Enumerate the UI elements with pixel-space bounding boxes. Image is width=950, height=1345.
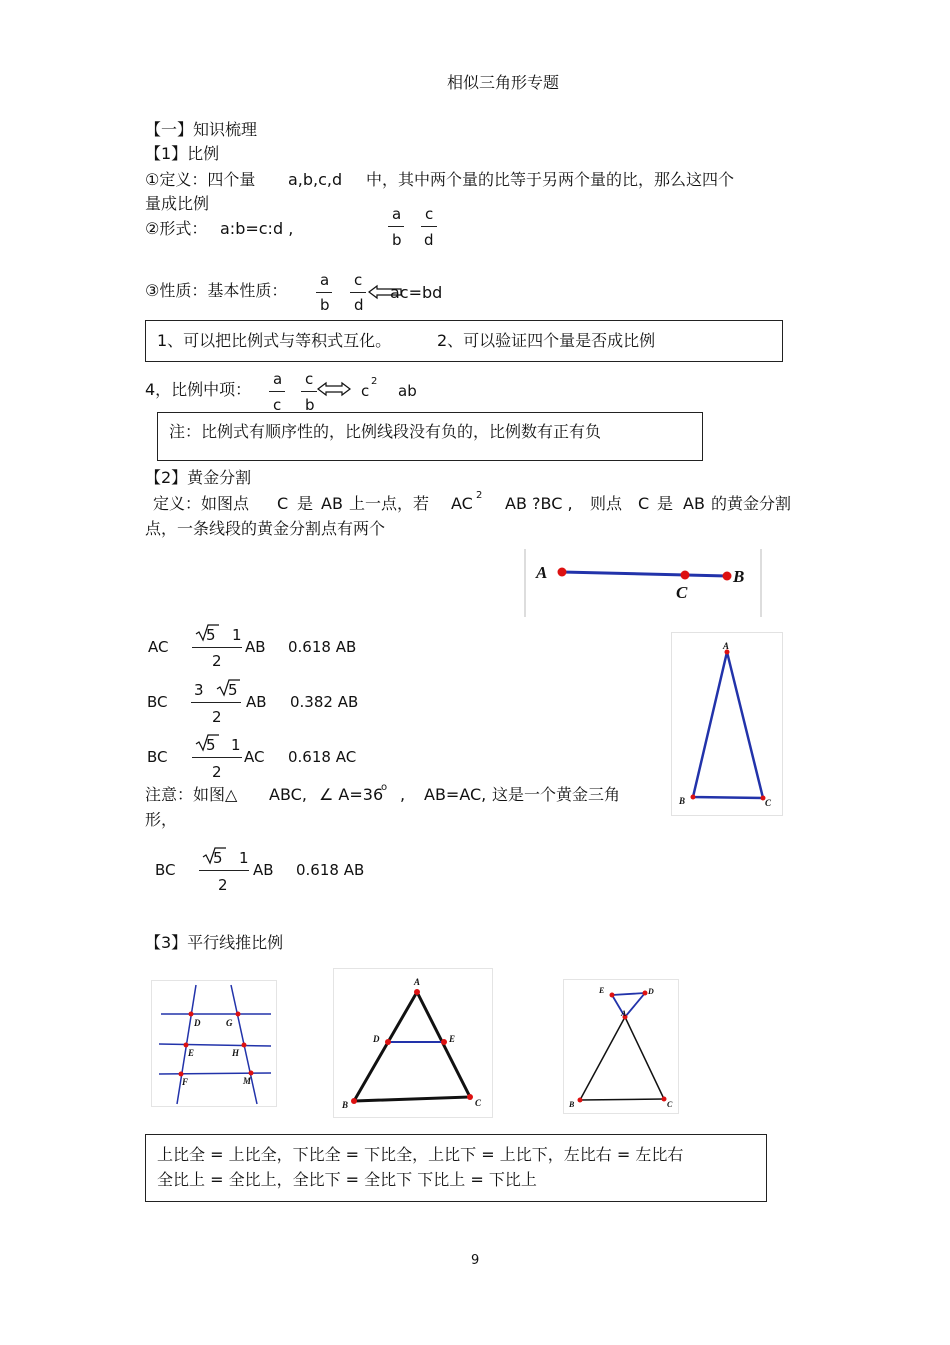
label-e: E — [599, 986, 605, 995]
mean-c: c — [361, 382, 370, 400]
fraction-denominator: c — [273, 396, 282, 414]
page-number: 9 — [471, 1253, 480, 1268]
eq1-one: 1 — [232, 626, 242, 644]
golden-def-ab2: AB — [683, 494, 705, 513]
fraction-bar — [199, 870, 249, 871]
golden-def-exp: 2 — [476, 490, 483, 501]
fraction-bar — [269, 391, 285, 392]
triangle-de-figure — [333, 968, 493, 1118]
label-d: D — [648, 987, 654, 996]
eq1-approx: 0.618 AB — [288, 638, 357, 656]
mean-exponent: 2 — [371, 376, 378, 387]
double-arrow-icon — [316, 382, 352, 396]
point-c — [681, 571, 690, 580]
fraction-bar — [388, 226, 404, 227]
ratio-rules-line-1: 上比全 = 上比全，下比全 = 下比全，上比下 = 上比下，左比右 = 左比右 — [157, 1145, 684, 1164]
fraction-denominator: d — [354, 296, 364, 314]
label-b: B — [679, 796, 686, 806]
definition-text: 中，其中两个量的比等于另两个量的比，那么这四个 — [366, 170, 735, 189]
eq3-var: AC — [244, 748, 265, 766]
eq2-lhs: BC — [147, 693, 168, 711]
eq4-radicand: 5 — [213, 849, 223, 867]
note2-line2: 形， — [145, 810, 178, 829]
definition-vars: a,b,c,d — [288, 170, 343, 189]
golden-def-ab1: AB — [321, 494, 343, 513]
eq4-var: AB — [253, 861, 274, 879]
golden-def-rhs: AB ?BC , — [505, 494, 573, 513]
fraction-bar — [301, 391, 317, 392]
eq1-var: AB — [245, 638, 266, 656]
subsection-heading-parallel: 【3】平行线推比例 — [145, 933, 284, 952]
eq1-radicand: 5 — [206, 626, 216, 644]
golden-def-c1: C — [277, 494, 289, 513]
parallel-lines-figure — [151, 980, 277, 1107]
note2-comma: , — [400, 785, 406, 804]
label-c: C — [676, 583, 688, 602]
subsection-heading-golden: 【2】黄金分割 — [145, 468, 252, 487]
note2-label: 注意：如图△ — [145, 785, 238, 804]
label-c: C — [667, 1100, 673, 1109]
fraction-bar — [191, 702, 241, 703]
golden-def-c2: C — [638, 494, 650, 513]
eq4-lhs: BC — [155, 861, 176, 879]
label-a: A — [621, 1009, 627, 1018]
label-g: G — [226, 1018, 233, 1028]
point-b — [723, 572, 732, 581]
eq3-approx: 0.618 AC — [288, 748, 357, 766]
golden-def-6: 的黄金分割 — [711, 494, 792, 513]
label-c: C — [475, 1098, 482, 1108]
form-expression: a:b=c:d , — [220, 219, 294, 238]
property-label: ③性质：基本性质： — [145, 281, 288, 300]
golden-def-1: 定义：如图点 — [153, 494, 250, 513]
eq4-one: 1 — [239, 849, 249, 867]
golden-segment-figure — [524, 549, 762, 617]
fraction-numerator: a — [392, 205, 402, 223]
label-b: B — [342, 1100, 349, 1110]
eq2-three: 3 — [194, 681, 204, 699]
eq1-denominator: 2 — [212, 652, 222, 670]
label-a: A — [414, 977, 421, 987]
fraction-numerator: a — [320, 271, 330, 289]
label-c: C — [765, 798, 772, 808]
golden-def-5: 是 — [657, 494, 674, 513]
point-a — [558, 568, 567, 577]
eq2-approx: 0.382 AB — [290, 693, 359, 711]
eq3-denominator: 2 — [212, 763, 222, 781]
fraction-denominator: b — [392, 231, 402, 249]
fraction-numerator: c — [305, 370, 314, 388]
fraction-denominator: b — [320, 296, 330, 314]
label-e: E — [188, 1048, 195, 1058]
label-h: H — [232, 1048, 240, 1058]
note-text: 注：比例式有顺序性的，比例线段没有负的，比例数有正有负 — [169, 422, 602, 441]
label-m: M — [243, 1076, 252, 1086]
section-heading-knowledge: 【一】知识梳理 — [145, 120, 258, 139]
fraction-bar — [421, 226, 437, 227]
definition-label: ①定义：四个量 — [145, 170, 256, 189]
label-b: B — [569, 1100, 575, 1109]
fraction-numerator: a — [273, 370, 283, 388]
fraction-bar — [350, 292, 366, 293]
eq4-denominator: 2 — [218, 876, 228, 894]
page-title: 相似三角形专题 — [447, 73, 560, 92]
segment-ab — [562, 572, 727, 576]
golden-def-ac: AC — [451, 494, 473, 513]
subsection-heading-ratio: 【1】比例 — [145, 144, 220, 163]
label-d: D — [373, 1034, 380, 1044]
ratio-rules-line-2: 全比上 = 全比上，全比下 = 全比下 下比上 = 下比上 — [157, 1170, 537, 1189]
fraction-bar — [192, 647, 242, 648]
fraction-bar — [192, 757, 242, 758]
golden-def-2: 是 — [297, 494, 314, 513]
mean-proportional-label: 4，比例中项： — [145, 380, 252, 399]
eq3-lhs: BC — [147, 748, 168, 766]
eq2-denominator: 2 — [212, 708, 222, 726]
definition-text-line2: 量成比例 — [145, 194, 210, 213]
key-point-1: 1、可以把比例式与等积式互化。 — [157, 331, 392, 350]
fraction-denominator: b — [305, 396, 315, 414]
note2-text: 这是一个黄金三角 — [492, 785, 621, 804]
eq3-one: 1 — [231, 736, 241, 754]
fraction-denominator: d — [424, 231, 434, 249]
golden-triangle-figure — [671, 632, 783, 816]
mean-ab: ab — [398, 382, 417, 400]
fraction-numerator: c — [425, 205, 434, 223]
eq4-approx: 0.618 AB — [296, 861, 365, 879]
label-b: B — [733, 567, 745, 586]
label-f: F — [182, 1077, 189, 1087]
fraction-bar — [316, 292, 332, 293]
property-result: ac=bd — [390, 283, 443, 302]
eq3-radicand: 5 — [206, 736, 216, 754]
note2-abc: ABC, — [269, 785, 307, 804]
note2-angle: ∠ A=36 — [319, 785, 384, 804]
note2-degree: o — [381, 782, 388, 793]
golden-def-line2: 点，一条线段的黄金分割点有两个 — [145, 519, 386, 538]
fraction-numerator: c — [354, 271, 363, 289]
note2-abac: AB=AC, — [424, 785, 487, 804]
label-a: A — [536, 563, 548, 582]
golden-def-3: 上一点，若 — [349, 494, 430, 513]
eq2-var: AB — [246, 693, 267, 711]
label-a: A — [723, 641, 730, 651]
hourglass-figure — [563, 979, 679, 1114]
label-e: E — [449, 1034, 456, 1044]
key-point-2: 2、可以验证四个量是否成比例 — [437, 331, 656, 350]
golden-def-4: 则点 — [590, 494, 623, 513]
eq2-radicand: 5 — [228, 681, 238, 699]
form-label: ②形式： — [145, 219, 208, 238]
eq1-lhs: AC — [148, 638, 169, 656]
label-d: D — [194, 1018, 201, 1028]
